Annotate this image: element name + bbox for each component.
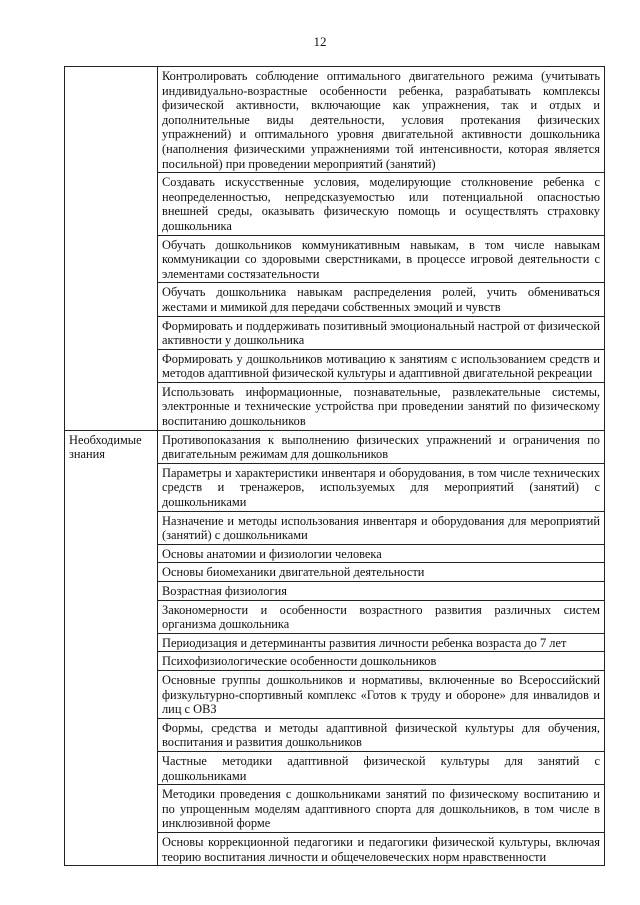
cell-text: Контролировать соблюдение оптимального двигательного режима (учитывать индивидуально-возрастные особенности ребенка, разрабатывать комплексы физической активности, включающие как упражнения, так и отдых и дополнительные виды деятельности, условия протекания физических упражнений) и оптимального уровня двигательной активности дошкольника (наполнения физическими упражнениями той интенсивности, которая является посильной) при проведении мероприятий (занятий) bbox=[162, 69, 600, 171]
table-cell bbox=[158, 832, 605, 865]
table-cell bbox=[158, 463, 605, 511]
table-cell bbox=[158, 718, 605, 751]
cell-text: Основные группы дошкольников и нормативы, включенные во Всероссийский физкультурно-спортивный комплекс «Готов к труду и обороне» для инвалидов и лиц с ОВЗ bbox=[162, 672, 600, 717]
table-row bbox=[65, 430, 605, 463]
table-cell bbox=[158, 382, 605, 430]
cell-text: Основы биомеханики двигательной деятельности bbox=[162, 565, 425, 580]
cell-text: Параметры и характеристики инвентаря и оборудования, в том числе технических средств и тренажеров, используемых для мероприятий (занятий) с дошкольниками bbox=[162, 465, 600, 510]
cell-text: Формировать у дошкольников мотивацию к занятиям с использованием средств и методов адаптивной физической культуры и адаптивной двигательной рекреации bbox=[162, 351, 600, 381]
cell-text: Основы анатомии и физиологии человека bbox=[162, 546, 382, 561]
cell-text: Основы коррекционной педагогики и педагогики физической культуры, включая теорию воспитания личности и общечеловеческих норм нравственности bbox=[162, 834, 600, 864]
knowledge-label: Необходимые знания bbox=[65, 430, 158, 865]
cell-text: Формы, средства и методы адаптивной физической культуры для обучения, воспитания и развития дошкольников bbox=[162, 720, 600, 750]
table-cell bbox=[158, 235, 605, 283]
table-cell bbox=[158, 785, 605, 833]
table-cell bbox=[158, 751, 605, 784]
table-cell bbox=[158, 633, 605, 652]
table-cell bbox=[158, 582, 605, 601]
cell-text: Противопоказания к выполнению физических упражнений и ограничения по двигательным режимам для дошкольников bbox=[162, 432, 600, 462]
table-cell bbox=[158, 670, 605, 718]
cell-text: Методики проведения с дошкольниками занятий по физическому воспитанию и по упрощенным моделям адаптивного спорта для дошкольников, в том числе в инклюзивной форме bbox=[162, 787, 600, 831]
table-cell bbox=[158, 652, 605, 671]
cell-text: Психофизиологические особенности дошкольников bbox=[162, 654, 437, 669]
table-cell bbox=[158, 67, 605, 173]
cell-text: Обучать дошкольников коммуникативным навыкам, в том числе навыкам коммуникации со здоровыми сверстниками, в процессе игровой деятельности с элементами состязательности bbox=[162, 237, 600, 281]
table-cell bbox=[158, 600, 605, 633]
standard-table bbox=[64, 66, 605, 866]
table-cell bbox=[158, 511, 605, 544]
cell-text: Периодизация и детерминанты развития личности ребенка возраста до 7 лет bbox=[162, 635, 567, 650]
table-cell bbox=[158, 316, 605, 349]
cell-text: Использовать информационные, познавательные, развлекательные системы, электронные и технические устройства при проведении занятий по физическому воспитанию дошкольников bbox=[162, 384, 600, 429]
cell-text: Закономерности и особенности возрастного развития различных систем организма дошкольника bbox=[162, 602, 600, 632]
table-cell bbox=[158, 283, 605, 316]
cell-text: Создавать искусственные условия, моделирующие столкновение ребенка с неопределенностью, непредсказуемостью или потенциальной опасностью внешней среды, оказывать физическую помощь и осуществлять страховку дошкольника bbox=[162, 175, 600, 233]
cell-text: Обучать дошкольника навыкам распределения ролей, учить обмениваться жестами и мимикой для передачи собственных эмоций и чувств bbox=[162, 285, 600, 314]
table-cell bbox=[158, 173, 605, 235]
label-cell-empty bbox=[65, 67, 158, 431]
cell-text: Возрастная физиология bbox=[162, 584, 287, 598]
table-cell bbox=[158, 430, 605, 463]
table-cell bbox=[158, 349, 605, 382]
page-number: 12 bbox=[313, 34, 327, 49]
cell-text: Назначение и методы использования инвентаря и оборудования для мероприятий (занятий) с дошкольниками bbox=[162, 513, 600, 543]
table-cell bbox=[158, 563, 605, 582]
cell-text: Формировать и поддерживать позитивный эмоциональный настрой от физической активности у дошкольника bbox=[162, 318, 600, 348]
cell-text: Частные методики адаптивной физической культуры для занятий с дошкольниками bbox=[162, 753, 600, 783]
table-cell bbox=[158, 544, 605, 563]
table-row bbox=[65, 67, 605, 173]
